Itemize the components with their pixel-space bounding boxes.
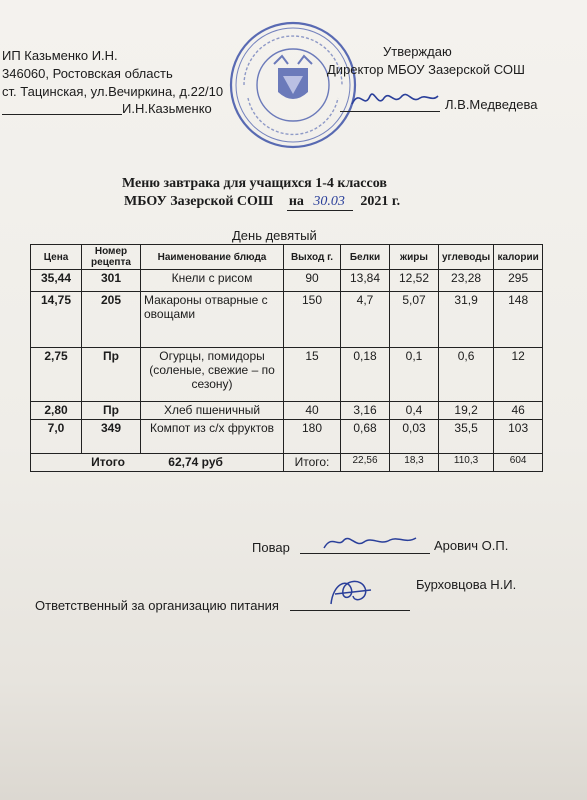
cell-carbs: 35,5	[439, 420, 494, 454]
year: 2021 г.	[360, 194, 401, 209]
cell-fat: 0,4	[390, 402, 439, 420]
cook-name: Арович О.П.	[434, 538, 509, 553]
cell-protein: 3,16	[341, 402, 390, 420]
cell-carbs: 19,2	[439, 402, 494, 420]
cell-price: 35,44	[31, 270, 82, 292]
supplier-signer: И.Н.Казьменко	[122, 101, 212, 116]
total-fat: 18,3	[390, 454, 439, 472]
cell-output: 150	[284, 292, 341, 348]
table-row	[31, 292, 543, 348]
cell-protein: 0,68	[341, 420, 390, 454]
col-carbs: углеводы	[439, 245, 494, 270]
cell-carbs: 0,6	[439, 348, 494, 402]
cell-fat: 5,07	[390, 292, 439, 348]
menu-subtitle	[124, 194, 400, 211]
cell-recipe: 301	[82, 270, 141, 292]
col-output: Выход г.	[284, 245, 341, 270]
responsible-name: Бурховцова Н.И.	[416, 577, 517, 592]
cell-fat: 0,03	[390, 420, 439, 454]
cell-output: 40	[284, 402, 341, 420]
col-name: Наименование блюда	[141, 245, 284, 270]
cell-price: 2,75	[31, 348, 82, 402]
cell-fat: 0,1	[390, 348, 439, 402]
day-label: День девятый	[232, 228, 317, 243]
cell-protein: 4,7	[341, 292, 390, 348]
table-row	[31, 402, 543, 420]
cell-protein: 13,84	[341, 270, 390, 292]
approve-label: Утверждаю	[383, 44, 452, 59]
cell-name: Хлеб пшеничный	[141, 402, 284, 420]
supplier-address: 346060, Ростовская область	[2, 66, 173, 81]
menu-title: Меню завтрака для учащихся 1-4 классов	[122, 176, 387, 191]
table-row	[31, 420, 543, 454]
cell-name: Макароны отварные с овощами	[141, 292, 284, 348]
cook-signature-line	[300, 553, 430, 554]
menu-table	[30, 244, 543, 472]
total-protein: 22,56	[341, 454, 390, 472]
cell-kcal: 148	[494, 292, 543, 348]
cell-recipe: 205	[82, 292, 141, 348]
supplier-street: ст. Тацинская, ул.Вечиркина, д.22/10	[2, 84, 224, 99]
cell-recipe: 349	[82, 420, 141, 454]
cell-output: 90	[284, 270, 341, 292]
cell-price: 14,75	[31, 292, 82, 348]
total-sum: 62,74 руб	[168, 455, 223, 469]
cook-signature	[320, 530, 420, 552]
total-kcal: 604	[494, 454, 543, 472]
cell-price: 2,80	[31, 402, 82, 420]
approver-name: Л.В.Медведева	[445, 97, 538, 112]
cell-price: 7,0	[31, 420, 82, 454]
date-field	[287, 194, 353, 211]
cell-fat: 12,52	[390, 270, 439, 292]
responsible-signature-line	[290, 610, 410, 611]
cell-carbs: 23,28	[439, 270, 494, 292]
school-name: МБОУ Зазерской СОШ	[124, 194, 274, 209]
cell-name: Огурцы, помидоры (соленые, свежие – по сезону)	[141, 348, 284, 402]
cell-name: Кнели с рисом	[141, 270, 284, 292]
table-row	[31, 270, 543, 292]
director-signature	[350, 86, 440, 112]
cell-kcal: 103	[494, 420, 543, 454]
date-on-label: на	[288, 194, 304, 209]
cell-carbs: 31,9	[439, 292, 494, 348]
col-price: Цена	[31, 245, 82, 270]
cell-name: Компот из с/х фруктов	[141, 420, 284, 454]
cell-kcal: 46	[494, 402, 543, 420]
approver-position: Директор МБОУ Зазерской СОШ	[327, 62, 525, 77]
col-recipe: Номер рецепта	[82, 245, 141, 270]
supplier-signature-line	[2, 114, 122, 115]
total-label2: Итого:	[284, 454, 341, 472]
total-cell	[31, 454, 284, 472]
handwritten-date: 30.03	[313, 194, 345, 209]
cell-kcal: 295	[494, 270, 543, 292]
responsible-signature	[325, 574, 375, 610]
supplier-name: ИП Казьменко И.Н.	[2, 48, 118, 63]
cook-label: Повар	[252, 540, 290, 555]
cell-recipe: Пр	[82, 348, 141, 402]
cell-protein: 0,18	[341, 348, 390, 402]
cell-output: 15	[284, 348, 341, 402]
total-carbs: 110,3	[439, 454, 494, 472]
cell-recipe: Пр	[82, 402, 141, 420]
table-header-row	[31, 245, 543, 270]
cell-output: 180	[284, 420, 341, 454]
col-fat: жиры	[390, 245, 439, 270]
total-label: Итого	[91, 455, 125, 469]
responsible-label: Ответственный за организацию питания	[35, 598, 279, 613]
official-stamp	[228, 20, 358, 150]
cell-kcal: 12	[494, 348, 543, 402]
col-protein: Белки	[341, 245, 390, 270]
table-row	[31, 348, 543, 402]
col-kcal: калории	[494, 245, 543, 270]
table-total-row	[31, 454, 543, 472]
